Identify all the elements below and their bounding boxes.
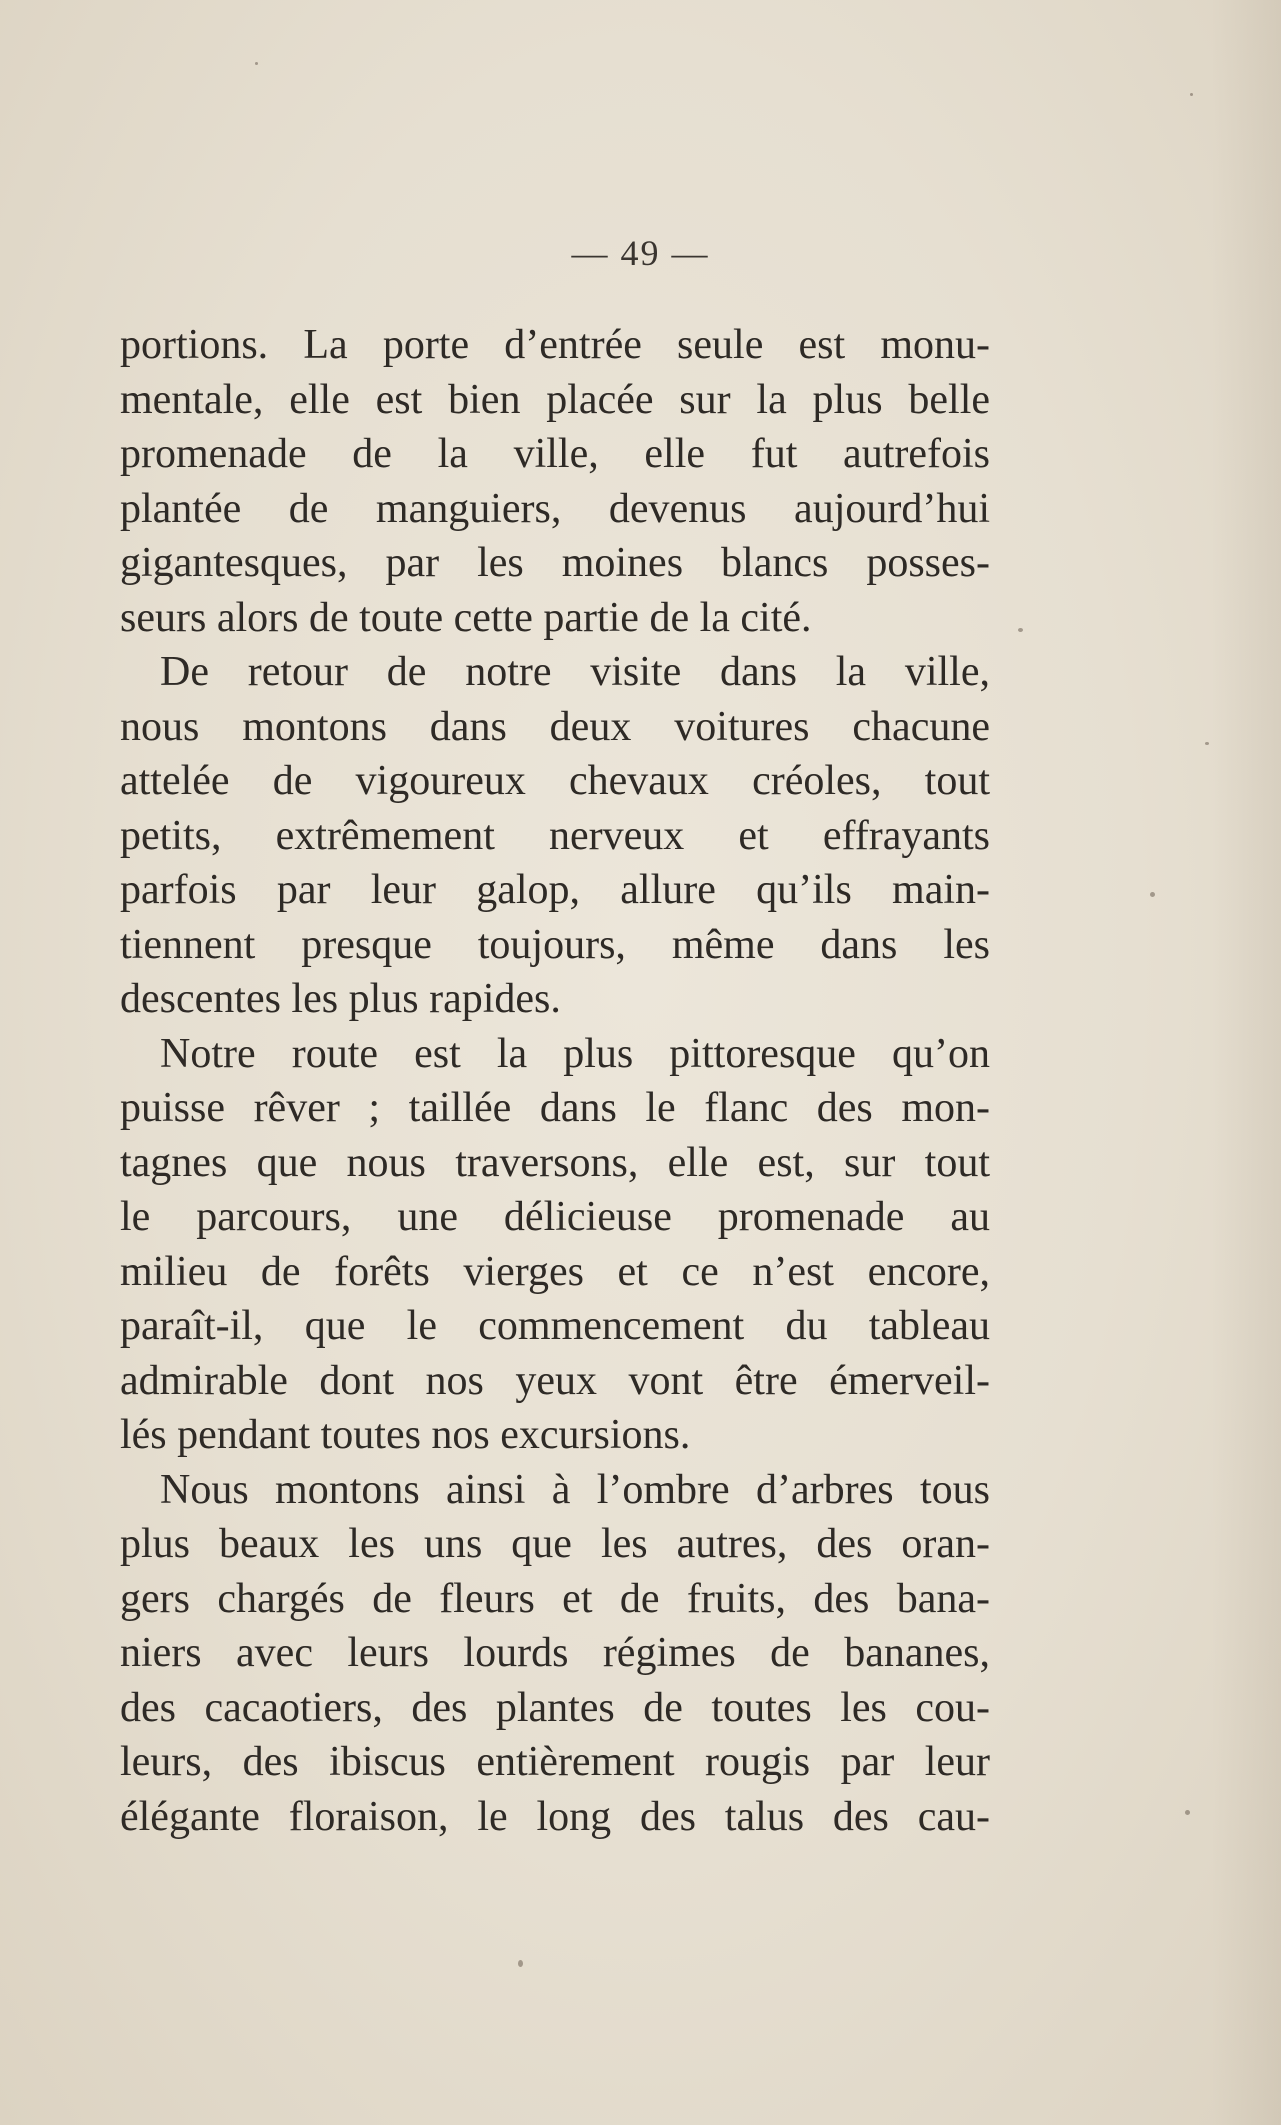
text-line: plus beaux les uns que les autres, des oran-	[120, 1521, 990, 1567]
text-line: promenade de la ville, elle fut autrefois	[120, 431, 990, 477]
paper-speck	[1185, 1810, 1190, 1815]
text-line: parfois par leur galop, allure qu’ils main-	[120, 867, 990, 913]
page-edge-shadow	[1211, 0, 1281, 2125]
text-line: niers avec leurs lourds régimes de bananes,	[120, 1630, 990, 1676]
text-line: Notre route est la plus pittoresque qu’on	[160, 1030, 990, 1077]
text-line: admirable dont nos yeux vont être émerveil-	[120, 1357, 990, 1404]
text-line: milieu de forêts vierges et ce n’est encore,	[120, 1248, 990, 1295]
text-line: Nous montons ainsi à l’ombre d’arbres tous	[160, 1466, 990, 1513]
text-line: attelée de vigoureux chevaux créoles, tout	[120, 758, 990, 804]
text-line: lés pendant toutes nos excursions.	[120, 1412, 691, 1458]
paper-speck	[518, 1960, 523, 1967]
text-line: leurs, des ibiscus entièrement rougis par leur	[120, 1739, 990, 1785]
text-line: plantée de manguiers, devenus aujourd’hui	[120, 485, 990, 532]
page-number: — 49 —	[571, 233, 710, 273]
text-line: seurs alors de toute cette partie de la cité.	[120, 594, 812, 641]
text-line: portions. La porte d’entrée seule est monu-	[120, 322, 990, 368]
text-line: tagnes que nous traversons, elle est, sur tout	[120, 1139, 990, 1186]
text-line: gigantesques, par les moines blancs posses-	[120, 540, 990, 586]
text-line: tiennent presque toujours, même dans les	[120, 921, 990, 968]
text-line: puisse rêver ; taillée dans le flanc des mon-	[120, 1085, 990, 1131]
paper-speck	[1205, 742, 1209, 745]
body-text	[120, 318, 990, 1844]
text-line: élégante floraison, le long des talus des cau-	[120, 1793, 990, 1840]
text-line: paraît-il, que le commencement du tableau	[120, 1303, 990, 1349]
text-line: gers chargés de fleurs et de fruits, des bana-	[120, 1575, 990, 1622]
paper-speck	[255, 62, 258, 65]
paper-speck	[1150, 892, 1155, 897]
text-line: petits, extrêmement nerveux et effrayants	[120, 812, 990, 859]
text-line: descentes les plus rapides.	[120, 976, 561, 1022]
text-line: De retour de notre visite dans la ville,	[160, 649, 990, 695]
paper-speck	[1190, 93, 1193, 96]
text-line: nous montons dans deux voitures chacune	[120, 703, 990, 750]
text-line: mentale, elle est bien placée sur la plus belle	[120, 376, 990, 423]
text-line: des cacaotiers, des plantes de toutes les cou-	[120, 1684, 990, 1731]
paper-speck	[1018, 628, 1023, 632]
text-line: le parcours, une délicieuse promenade au	[120, 1194, 990, 1240]
